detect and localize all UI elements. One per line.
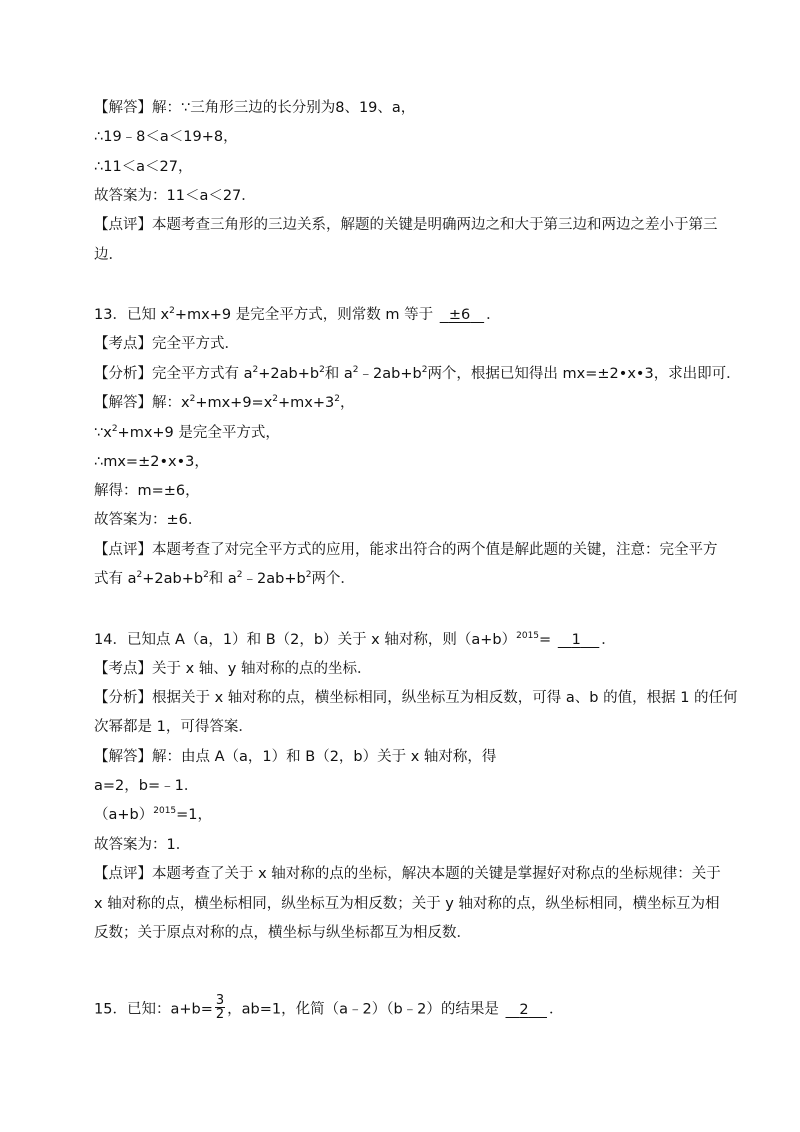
q13-stem xyxy=(94,305,740,325)
superscript: 2 xyxy=(272,394,279,404)
text: 【解答】解：∵三角形三边的长分别为8、19、a， xyxy=(94,100,416,116)
text: +mx+9 是完全平方式，则常数 m 等于 xyxy=(174,307,434,323)
answer-blank xyxy=(504,1000,550,1020)
superscript: 2 xyxy=(236,570,243,580)
text: ，ab=1，化简（a﹣2）（b﹣2）的结果是 xyxy=(227,1001,499,1018)
text: 故答案为：11＜a＜27． xyxy=(94,188,256,204)
text: 次幂都是 1，可得答案． xyxy=(94,719,253,735)
q13-answer xyxy=(94,510,740,530)
text: 解得：m=±6， xyxy=(94,483,200,499)
q14-kaodian xyxy=(94,659,740,679)
q14-fenxi-line1 xyxy=(94,688,740,708)
superscript: 2 xyxy=(111,424,118,434)
q14-comment-line1 xyxy=(94,864,740,884)
q13-fenxi xyxy=(94,364,740,384)
superscript: 2015 xyxy=(153,806,177,816)
answer-blank xyxy=(438,305,486,325)
superscript: 2 xyxy=(252,365,259,375)
text: 反数；关于原点对称的点，横坐标与纵坐标都互为相反数． xyxy=(94,925,471,941)
superscript: 2 xyxy=(189,394,196,404)
superscript: 2 xyxy=(136,570,143,580)
q14-comment-line2 xyxy=(94,894,740,914)
q14-fenxi-line2 xyxy=(94,717,740,737)
text: 【点评】本题考查三角形的三边关系，解题的关键是明确两边之和大于第三边和两边之差小于第三 xyxy=(94,217,718,233)
q13-solution-line2 xyxy=(94,423,740,443)
text: ∴19﹣8＜a＜19+8， xyxy=(94,129,238,145)
superscript: 2 xyxy=(305,570,312,580)
q12-comment-line2 xyxy=(94,245,740,265)
text: 【点评】本题考查了关于 x 轴对称的点的坐标，解决本题的关键是掌握好对称点的坐标规律：关于 xyxy=(94,866,721,882)
text: +mx+9=x xyxy=(195,395,273,411)
q12-comment-line1 xyxy=(94,215,740,235)
text: ∵x xyxy=(94,425,112,441)
text: （a+b） xyxy=(94,807,154,823)
superscript: 2 xyxy=(203,570,209,580)
text: 两个． xyxy=(311,571,355,587)
text: 故答案为：1． xyxy=(94,837,191,853)
question-number: 13． xyxy=(94,307,127,323)
q14-solution-line1 xyxy=(94,747,740,767)
text: ． xyxy=(549,1001,564,1018)
text: =1， xyxy=(176,807,213,823)
text: 边． xyxy=(94,247,123,263)
text: 两个，根据已知得出 mx=±2•x•3，求出即可． xyxy=(427,366,741,382)
q12-answer xyxy=(94,186,740,206)
text: ∴mx=±2•x•3， xyxy=(94,454,209,470)
text: ， xyxy=(340,395,355,411)
text: 和 a xyxy=(324,366,353,382)
q15-stem xyxy=(94,993,740,1023)
text: 式有 a xyxy=(94,571,137,587)
text: 已知：a+b= xyxy=(126,1001,213,1018)
fraction-numerator: 3 xyxy=(215,993,225,1008)
text: 【解答】解：x xyxy=(94,395,190,411)
text: ． xyxy=(601,632,616,648)
text: a=2，b=﹣1． xyxy=(94,778,199,794)
text: +mx+3 xyxy=(278,395,335,411)
blank-value: 2 xyxy=(519,1001,529,1018)
text: 故答案为：±6． xyxy=(94,512,203,528)
blank-value: 1 xyxy=(571,632,581,648)
text: +2ab+b xyxy=(142,571,204,587)
superscript: 2 xyxy=(319,365,325,375)
superscript: 2 xyxy=(421,365,428,375)
blank-value: ±6 xyxy=(448,307,471,323)
q13-comment-line2 xyxy=(94,569,740,589)
superscript: 2 xyxy=(334,394,340,404)
q13-kaodian xyxy=(94,334,740,354)
text: 【分析】完全平方式有 a xyxy=(94,366,253,382)
text: +2ab+b xyxy=(258,366,320,382)
text: x 轴对称的点，横坐标相同，纵坐标互为相反数；关于 y 轴对称的点，纵坐标相同，横坐标互为相 xyxy=(94,896,720,912)
text: 已知 x xyxy=(126,307,170,323)
text: = xyxy=(539,632,552,648)
q14-answer xyxy=(94,835,740,855)
text: 【点评】本题考查了对完全平方式的应用，能求出符合的两个值是解此题的关键，注意：完全平方 xyxy=(94,542,718,558)
q13-solution-line4 xyxy=(94,481,740,501)
text: +mx+9 是完全平方式， xyxy=(117,425,280,441)
q12-solution-line1 xyxy=(94,98,740,118)
q13-solution-line3 xyxy=(94,452,740,472)
question-number: 14． xyxy=(94,632,127,648)
text: 【考点】完全平方式． xyxy=(94,336,239,352)
question-number: 15． xyxy=(94,1001,127,1018)
text: 已知点 A（a，1）和 B（2，b）关于 x 轴对称，则（a+b） xyxy=(126,632,517,648)
q14-comment-line3 xyxy=(94,923,740,943)
answer-blank xyxy=(556,630,602,650)
text: 和 a xyxy=(208,571,237,587)
q14-solution-line3 xyxy=(94,805,740,825)
q13-comment-line1 xyxy=(94,540,740,560)
q14-stem xyxy=(94,630,740,650)
text: ． xyxy=(486,307,501,323)
q12-solution-line2 xyxy=(94,127,740,147)
text: ﹣2ab+b xyxy=(242,571,306,587)
fraction xyxy=(215,994,225,1021)
q12-solution-line3 xyxy=(94,157,740,177)
q13-solution-line1 xyxy=(94,393,740,413)
text: 【分析】根据关于 x 轴对称的点，横坐标相同，纵坐标互为相反数，可得 a、b 的值，根据 1 的任何 xyxy=(94,690,738,706)
fraction-denominator: 2 xyxy=(215,1007,225,1022)
superscript: 2015 xyxy=(516,631,540,641)
superscript: 2 xyxy=(169,306,175,316)
text: ∴11＜a＜27， xyxy=(94,159,193,175)
text: 【考点】关于 x 轴、y 轴对称的点的坐标． xyxy=(94,661,372,677)
text: 【解答】解：由点 A（a，1）和 B（2，b）关于 x 轴对称，得 xyxy=(94,749,497,765)
text: ﹣2ab+b xyxy=(358,366,422,382)
q14-solution-line2 xyxy=(94,776,740,796)
superscript: 2 xyxy=(352,365,359,375)
